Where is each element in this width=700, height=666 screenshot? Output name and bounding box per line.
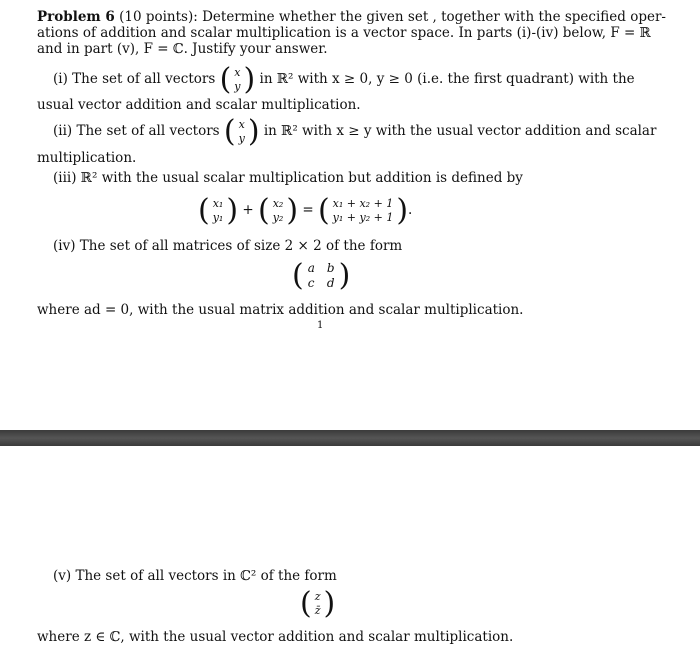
part-v-text: (v) The set of all vectors in ℂ² of the form — [53, 568, 337, 584]
part-ii-line-2: multiplication. — [37, 150, 137, 166]
problem-heading: Problem 6 — [37, 9, 115, 25]
page-number: 1 — [317, 320, 324, 331]
part-iii-text: (iii) ℝ² with the usual scalar multiplication but addition is defined by — [53, 170, 523, 186]
part-iv-text: (iv) The set of all matrices of size 2 × 2 of the form — [53, 238, 403, 254]
problem-intro-line-1: Problem 6 (10 points): Determine whether the given set , together with the specified oper- — [37, 9, 666, 25]
part-i-vector: ( x y ) — [219, 61, 256, 97]
part-i-line-1: (i) The set of all vectors ( x y ) in ℝ² with x ≥ 0, y ≥ 0 (i.e. the first quadrant) with the — [53, 61, 635, 97]
part-iv-after: where ad = 0, with the usual matrix addition and scalar multiplication. — [37, 302, 524, 318]
part-ii-line-1: (ii) The set of all vectors ( x y ) in ℝ² with x ≥ y with the usual vector addition and scalar — [53, 113, 657, 149]
part-iv-matrix: ( a b c d ) — [292, 257, 351, 293]
problem-intro-line-3: and in part (v), F = ℂ. Justify your answer. — [37, 41, 328, 57]
part-ii-vector: ( x y ) — [223, 113, 260, 149]
part-v-vector: ( z z̄ ) — [300, 585, 336, 621]
page-2 — [0, 446, 700, 666]
problem-intro-line-2: ations of addition and scalar multiplication is a vector space. In parts (i)-(iv) below, F = ℝ — [37, 25, 651, 41]
part-iii-equation: ( x₁ y₁ ) + ( x₂ y₂ ) = ( x₁ + x₂ + 1 y₁ + y₂ + 1 ) . — [198, 192, 413, 228]
part-v-after: where z ∈ ℂ, with the usual vector addition and scalar multiplication. — [37, 629, 514, 645]
part-i-line-2: usual vector addition and scalar multiplication. — [37, 97, 361, 113]
page-separator — [0, 430, 700, 446]
